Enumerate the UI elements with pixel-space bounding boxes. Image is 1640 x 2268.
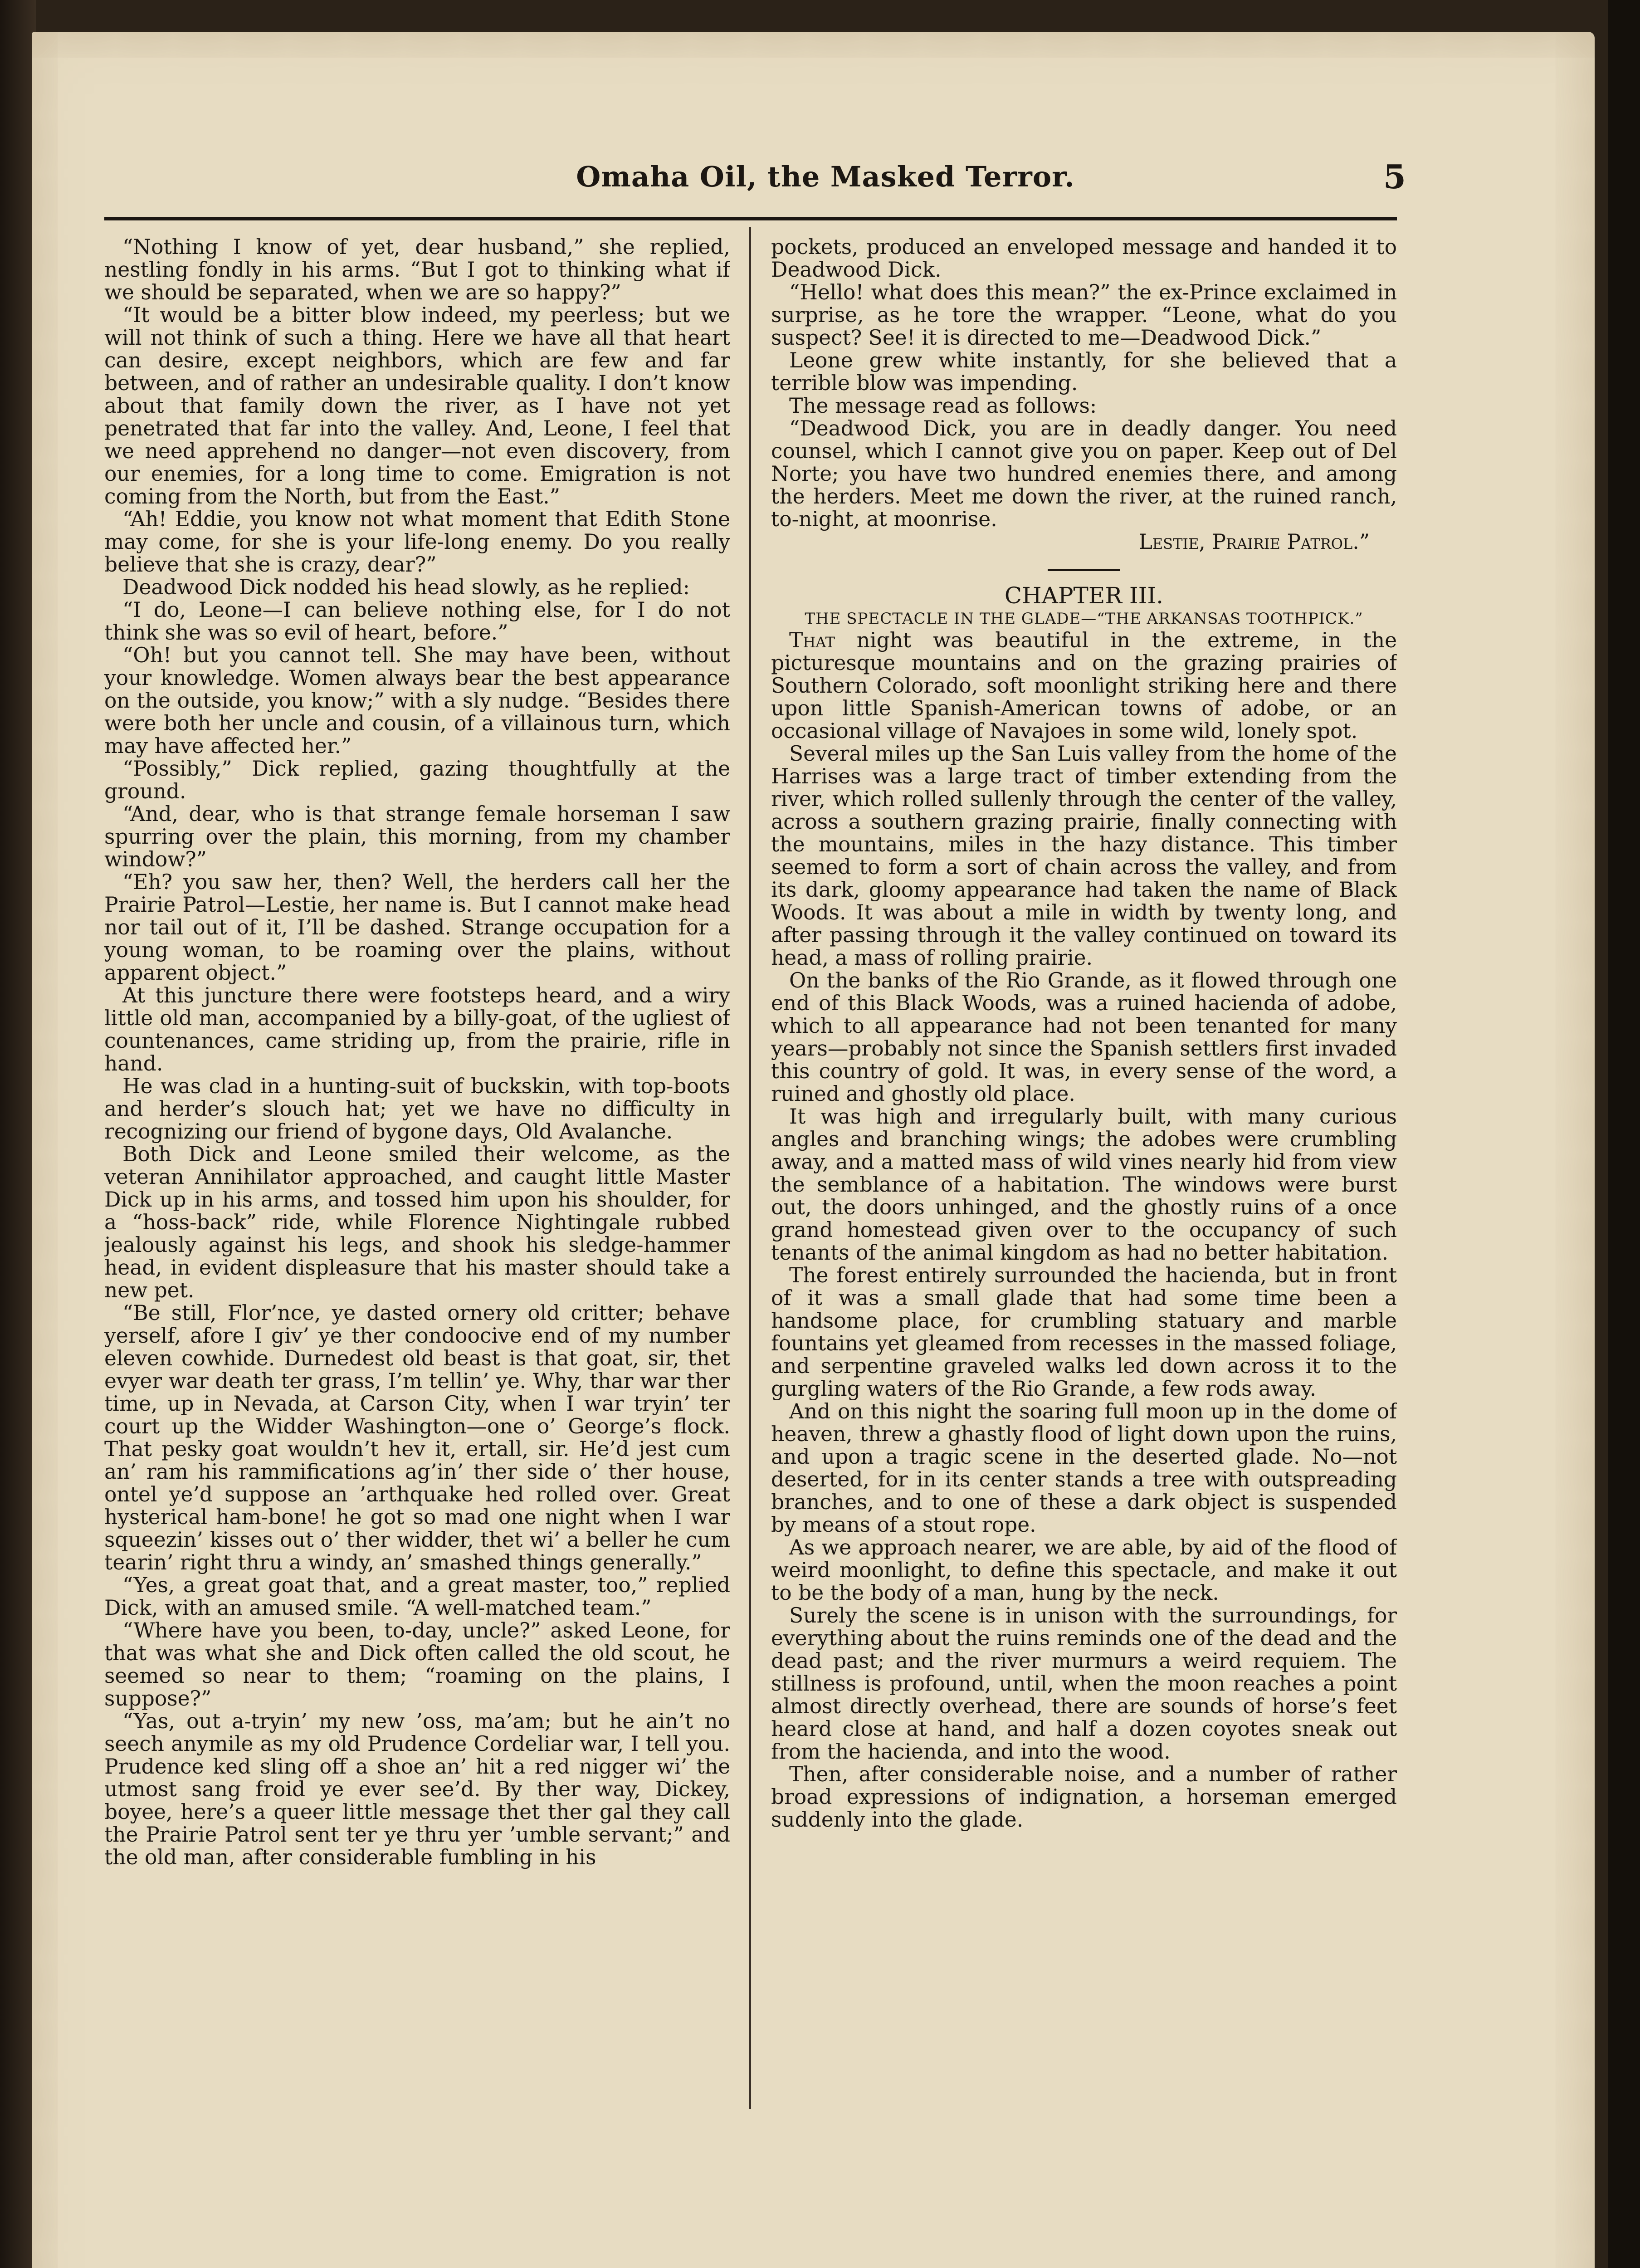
watermark <box>1197 2263 1596 2268</box>
paragraph: “Nothing I know of yet, dear husband,” she replied, nestling fondly in his arms. “But I got to thinking what if we should be separated, when we are so happy?” <box>104 236 730 304</box>
chapter-heading: CHAPTER III. <box>1004 582 1164 609</box>
right-column <box>771 236 1397 2105</box>
paragraph: “Yas, out a-tryin’ my new ’oss, ma’am; but he ain’t no seech anymile as my old Prudence Cordeliar war, I tell you. Prudence ked sling off a shoe an’ hit a red nigger wi’ the utmost sang froid ye ever see’d. By ther way, Dickey, boyee, here’s a queer little message thet ther gal they call the Prairie Patrol sent ter ye thru yer ’umble servant;” and the old man, after considerable fumbling in his <box>104 1709 730 1869</box>
chapter-first-word: That <box>789 628 835 652</box>
paragraph: At this juncture there were footsteps heard, and a wiry little old man, accompanied by a billy-goat, of the ugliest of countenances, came striding up, from the prairie, rifle in hand. <box>104 983 730 1075</box>
paragraph: Deadwood Dick nodded his head slowly, as he replied: <box>122 575 690 599</box>
paragraph: Both Dick and Leone smiled their welcome, as the veteran Annihilator approached, and caught little Master Dick up in his arms, and tossed him upon his shoulder, for a “hoss-back” ride, while Florence Nightingale rubbed jealously against his legs, and shook his sledge-hammer head, in evident displeasure that his master should take a new pet. <box>104 1142 730 1302</box>
paragraph: “Ah! Eddie, you know not what moment that Edith Stone may come, for she is your life-long enemy. Do you really believe that she is crazy, dear?” <box>104 507 730 577</box>
paragraph: pockets, produced an enveloped message and handed it to Deadwood Dick. <box>771 236 1397 282</box>
paragraph: “And, dear, who is that strange female horseman I saw spurring over the plain, this morning, from my chamber window?” <box>104 802 730 871</box>
paragraph: As we approach nearer, we are able, by aid of the flood of weird moonlight, to define this spectacle, and make it out to be the body of a man, hung by the neck. <box>771 1535 1397 1605</box>
paragraph: The message read as follows: <box>789 394 1097 418</box>
paragraph: On the banks of the Rio Grande, as it flowed through one end of this Black Woods, was a ruined hacienda of adobe, which to all appearance had not been tenanted for many years—probably not since the Spanish settlers first invaded this country of gold. It was, in every sense of the word, a ruined and ghostly old place. <box>771 968 1397 1106</box>
message-signature: Lestie, Prairie Patrol.” <box>1138 530 1370 554</box>
scan-backdrop-right <box>1608 0 1640 2268</box>
scan-backdrop-left <box>0 0 36 2268</box>
paragraph: Leone grew white instantly, for she believed that a terrible blow was impending. <box>771 348 1397 395</box>
message-text: “Deadwood Dick, you are in deadly danger. You need counsel, which I cannot give you on paper. Keep out of Del Norte; you have two hundred enemies there, and among the herders. Meet me down the river, at the ruined ranch, to-night, at moonrise. <box>771 416 1397 531</box>
paragraph: “It would be a bitter blow indeed, my peerless; but we will not think of such a thing. Here we have all that heart can desire, except neighbors, which are few and far between, and of rather an undesirable quality. I don’t know about that family down the river, as I have not yet penetrated that far into the valley. And, Leone, I feel that we need apprehend no danger—not even discovery, from our enemies, for a long time to come. Emigration is not coming from the North, but from the East.” <box>104 303 730 508</box>
paragraph: “Oh! but you cannot tell. She may have been, without your knowledge. Women always bear the best appearance on the outside, you know;” with a sly nudge. “Besides there were both her uncle and cousin, of a villainous turn, which may have affected her.” <box>104 643 730 758</box>
column-divider <box>749 227 751 2109</box>
paragraph: Surely the scene is in unison with the surroundings, for everything about the ruins reminds one of the dead and the dead past; and the river murmurs a weird requiem. The stillness is profound, until, when the moon reaches a point almost directly overhead, there are sounds of horse’s feet heard close at hand, and half a dozen coyotes sneak out from the hacienda, and into the wood. <box>771 1603 1397 1764</box>
paragraph: “I do, Leone—I can believe nothing else, for I do not think she was so evil of heart, before.” <box>104 598 730 645</box>
paragraph: “Where have you been, to-day, uncle?” asked Leone, for that was what she and Dick often called the old scout, he seemed so near to them; “roaming on the plains, I suppose?” <box>104 1618 730 1711</box>
section-rule <box>1048 569 1120 571</box>
running-title: Omaha Oil, the Masked Terror. <box>576 160 1075 193</box>
chapter-subhead: THE SPECTACLE IN THE GLADE—“THE ARKANSAS TOOTHPICK.” <box>805 610 1363 628</box>
page-number: 5 <box>1383 157 1406 196</box>
chapter-first-paragraph <box>771 629 1397 743</box>
chapter-first-paragraph-text: night was beautiful in the extreme, in the picturesque mountains and on the grazing prairies of Southern Colorado, soft moonlight striking here and there upon little Spanish-American towns of adobe, or an occasional village of Navajoes in some wild, lonely spot. <box>771 628 1397 743</box>
paragraph: Several miles up the San Luis valley from the home of the Harrises was a large tract of timber extending from the river, which rolled sullenly through the center of the valley, across a southern grazing prairie, finally connecting with the mountains, miles in the hazy distance. This timber seemed to form a sort of chain across the valley, and from its dark, gloomy appearance had taken the name of Black Woods. It was about a mile in width by twenty long, and after passing through it the valley continued on toward its head, a mass of rolling prairie. <box>771 742 1397 970</box>
paragraph: The forest entirely surrounded the hacienda, but in front of it was a small glade that had some time been a handsome place, for crumbling statuary and marble fountains yet gleamed from recesses in the massed foliage, and serpentine graveled walks led down across it to the gurgling waters of the Rio Grande, a few rods away. <box>771 1263 1397 1401</box>
header-rule <box>104 217 1397 220</box>
left-column <box>104 236 730 2105</box>
paragraph: And on this night the soaring full moon up in the dome of heaven, threw a ghastly flood of light down upon the ruins, and upon a tragic scene in the deserted glade. No—not deserted, for in its center stands a tree with outspreading branches, and to one of these a dark object is suspended by means of a stout rope. <box>771 1399 1397 1537</box>
paragraph: “Possibly,” Dick replied, gazing thoughtfully at the ground. <box>104 757 730 803</box>
paragraph: Then, after considerable noise, and a number of rather broad expressions of indignation, a horseman emerged suddenly into the glade. <box>771 1762 1397 1832</box>
paragraph: “Eh? you saw her, then? Well, the herders call her the Prairie Patrol—Lestie, her name is. But I cannot make head nor tail out of it, I’ll be dashed. Strange occupation for a young woman, to be roaming over the plains, without apparent object.” <box>104 870 730 985</box>
paragraph: “Hello! what does this mean?” the ex-Prince exclaimed in surprise, as he tore the wrapper. “Leone, what do you suspect? See! it is directed to me—Deadwood Dick.” <box>771 280 1397 350</box>
paragraph: It was high and irregularly built, with many curious angles and branching wings; the adobes were crumbling away, and a matted mass of wild vines nearly hid from view the semblance of a habitation. The windows were burst out, the doors unhinged, and the ghostly ruins of a once grand homestead given over to the occupancy of such tenants of the animal kingdom as had no better habitation. <box>771 1105 1397 1265</box>
paragraph: “Yes, a great goat that, and a great master, too,” replied Dick, with an amused smile. “A well-matched team.” <box>104 1573 730 1620</box>
paragraph: He was clad in a hunting-suit of buckskin, with top-boots and herder’s slouch hat; yet we have no difficulty in recognizing our friend of bygone days, Old Avalanche. <box>104 1074 730 1144</box>
running-head <box>104 150 1406 204</box>
paragraph: “Be still, Flor’nce, ye dasted ornery old critter; behave yerself, afore I giv’ ye ther condoocive end of my number eleven cowhide. Durnedest old beast is that goat, sir, thet evyer war death ter grass, I’m tellin’ ye. Why, thar war ther time, up in Nevada, at Carson City, when I war tryin’ ter court up the Widder Washington—one o’ George’s flock. That pesky goat wouldn’t hev it, ertall, sir. He’d jest cum an’ ram his rammifications ag’in’ ther side o’ ther house, ontel ye’d suppose an ’arthquake hed rolled over. Great hysterical ham-bone! he got so mad one night when I war squeezin’ kisses out o’ ther widder, thet wi’ a beller he cum tearin’ right thru a windy, an’ smashed things generally.” <box>104 1301 730 1574</box>
